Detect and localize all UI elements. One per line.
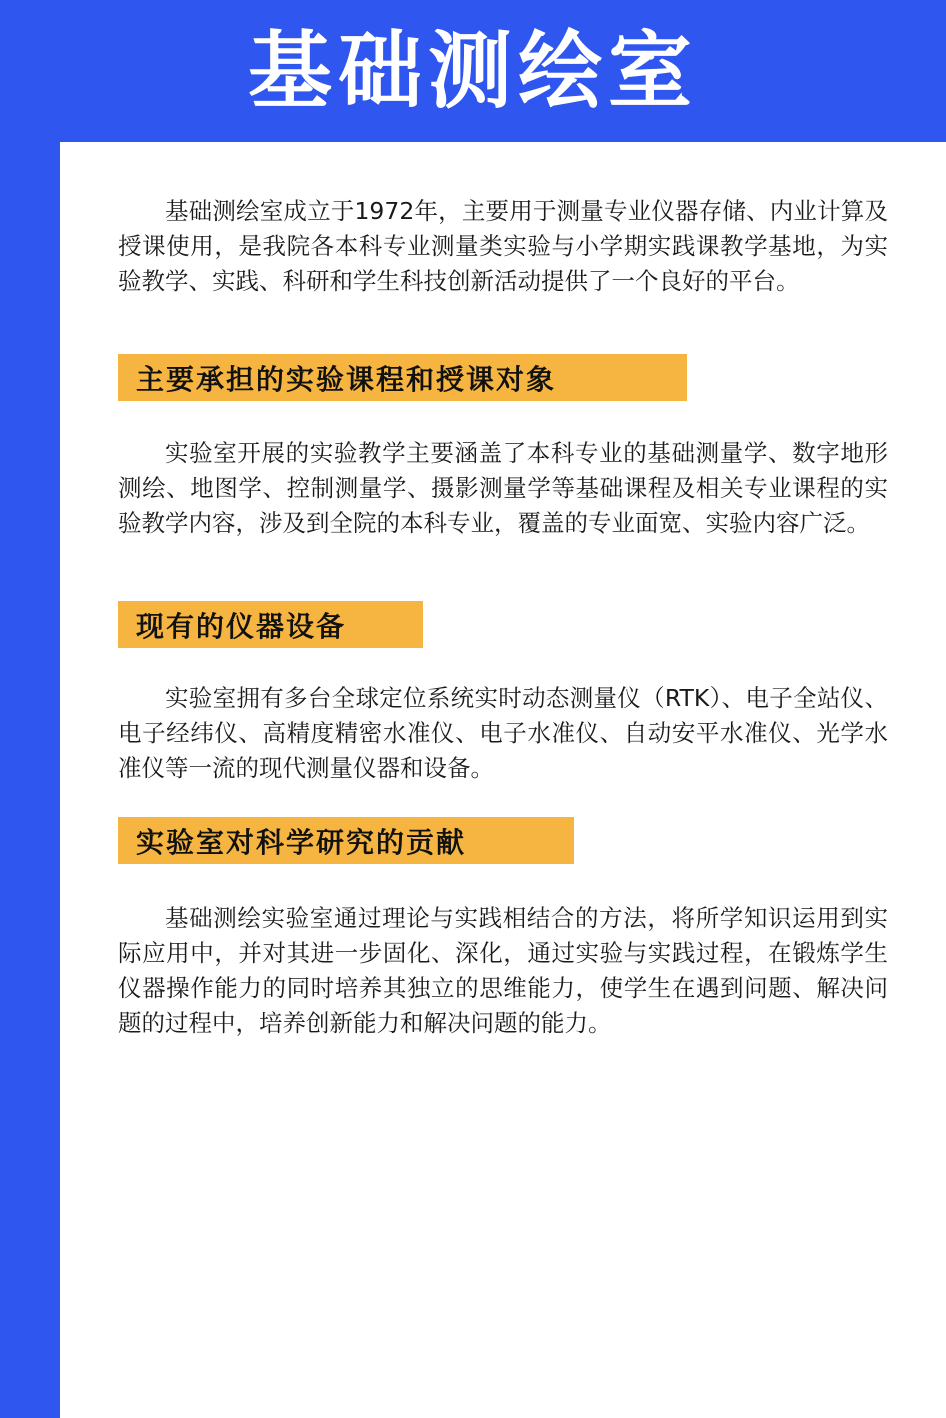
research-paragraph: 基础测绘实验室通过理论与实践相结合的方法，将所学知识运用到实际应用中，并对其进一步固化、深化，通过实验与实践过程，在锻炼学生仪器操作能力的同时培养其独立的思维能力，使学生在遇到问题、解决问题的过程中，培养创新能力和解决问题的能力。	[118, 904, 888, 1037]
content-panel	[60, 142, 946, 1418]
equipment-paragraph: 实验室拥有多台全球定位系统实时动态测量仪（RTK）、电子全站仪、电子经纬仪、高精度精密水准仪、电子水准仪、自动安平水准仪、光学水准仪等一流的现代测量仪器和设备。	[118, 684, 888, 782]
section-heading-research: 实验室对科学研究的贡献	[118, 817, 574, 864]
section-heading-equipment: 现有的仪器设备	[118, 601, 423, 648]
intro-paragraph: 基础测绘室成立于1972年，主要用于测量专业仪器存储、内业计算及授课使用，是我院各本科专业测量类实验与小学期实践课教学基地，为实验教学、实践、科研和学生科技创新活动提供了一个良好的平台。	[118, 197, 888, 295]
page-title: 基础测绘室	[247, 22, 698, 120]
section-heading-courses: 主要承担的实验课程和授课对象	[118, 354, 687, 401]
courses-paragraph: 实验室开展的实验教学主要涵盖了本科专业的基础测量学、数字地形测绘、地图学、控制测量学、摄影测量学等基础课程及相关专业课程的实验教学内容，涉及到全院的本科专业，覆盖的专业面宽、实验内容广泛。	[118, 439, 888, 537]
